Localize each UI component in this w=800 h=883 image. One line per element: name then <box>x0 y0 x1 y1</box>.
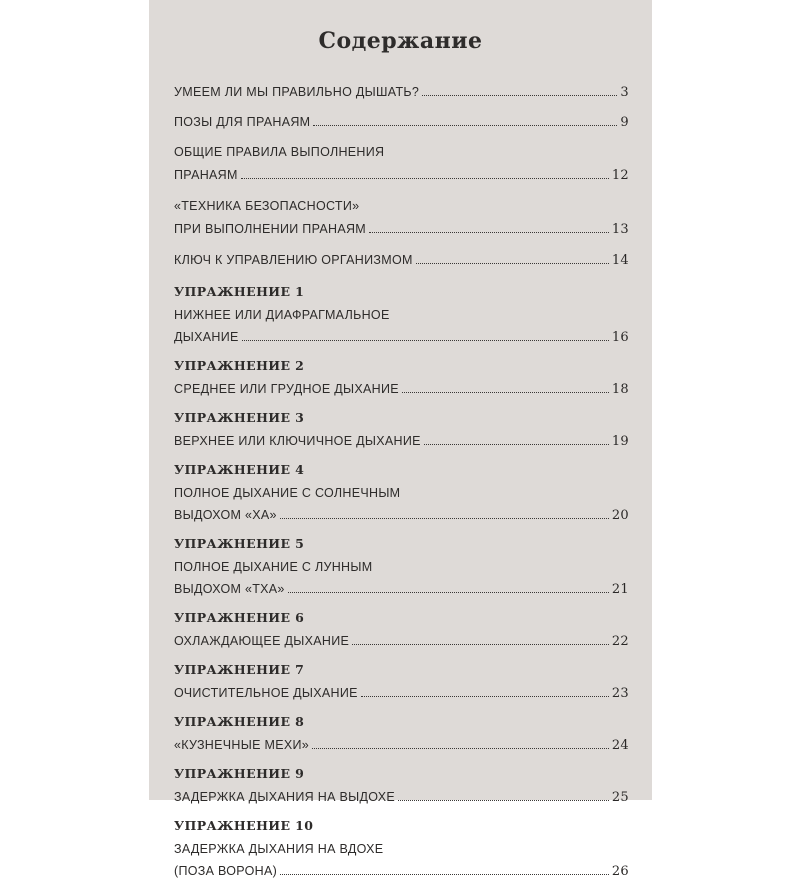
toc-entry-text: ВЫДОХОМ «ТХА» <box>174 582 285 596</box>
dot-leader <box>241 169 609 179</box>
toc-entry-text: ДЫХАНИЕ <box>174 330 239 344</box>
page-number: 3 <box>620 85 629 100</box>
toc-entry-line <box>174 248 629 272</box>
toc-entry-text: (ПОЗА ВОРОНА) <box>174 864 278 878</box>
dot-leader <box>361 687 609 697</box>
page-number: 25 <box>611 790 629 805</box>
dot-leader <box>422 86 617 96</box>
page-number: 19 <box>611 434 629 449</box>
page-title: Содержание <box>318 28 483 54</box>
exercise-heading: УПРАЖНЕНИЕ 6 <box>174 610 305 625</box>
toc-entry <box>174 140 629 186</box>
toc-entry-text: КЛЮЧ К УПРАВЛЕНИЮ ОРГАНИЗМОМ <box>174 253 413 267</box>
toc-entry <box>174 80 629 104</box>
page-number: 9 <box>620 115 629 130</box>
toc-entry <box>174 354 629 400</box>
dot-leader <box>352 635 609 645</box>
toc-entry-text: НИЖНЕЕ ИЛИ ДИАФРАГМАЛЬНОЕ <box>174 308 390 322</box>
toc-entry-line <box>174 860 629 882</box>
toc-entry <box>174 658 629 704</box>
toc-entry-line <box>174 218 629 240</box>
toc-entry-text: ВЕРХНЕЕ ИЛИ КЛЮЧИЧНОЕ ДЫХАНИЕ <box>174 434 421 448</box>
entry-spacer <box>174 240 629 248</box>
toc-entry-line <box>174 682 629 704</box>
toc-entry-text: ПОЛНОЕ ДЫХАНИЕ С ЛУННЫМ <box>174 560 373 574</box>
page-number: 20 <box>611 508 629 523</box>
table-of-contents <box>174 80 629 882</box>
toc-entry <box>174 194 629 240</box>
toc-entry-text: ЗАДЕРЖКА ДЫХАНИЯ НА ВЫДОХЕ <box>174 790 395 804</box>
toc-entry-text: ПОЗЫ ДЛЯ ПРАНАЯМ <box>174 115 311 129</box>
toc-entry-line <box>174 110 629 134</box>
exercise-heading: УПРАЖНЕНИЕ 2 <box>174 358 305 373</box>
exercise-heading: УПРАЖНЕНИЕ 1 <box>174 284 305 299</box>
toc-entry-text: ПОЛНОЕ ДЫХАНИЕ С СОЛНЕЧНЫМ <box>174 486 401 500</box>
toc-entry <box>174 458 629 526</box>
dot-leader <box>242 331 609 341</box>
dot-leader <box>313 116 617 126</box>
dot-leader <box>369 223 609 233</box>
exercise-heading: УПРАЖНЕНИЕ 3 <box>174 410 305 425</box>
entry-spacer <box>174 186 629 194</box>
exercise-heading: УПРАЖНЕНИЕ 8 <box>174 714 305 729</box>
toc-entry-text: «ТЕХНИКА БЕЗОПАСНОСТИ» <box>174 199 360 213</box>
dot-leader <box>280 865 609 875</box>
toc-entry <box>174 110 629 134</box>
toc-entry <box>174 280 629 348</box>
exercise-heading: УПРАЖНЕНИЕ 4 <box>174 462 305 477</box>
toc-entry <box>174 710 629 756</box>
page-number: 14 <box>611 253 629 268</box>
dot-leader <box>416 254 609 264</box>
toc-entry <box>174 248 629 272</box>
toc-entry <box>174 532 629 600</box>
toc-entry-line <box>174 326 629 348</box>
toc-entry-text: СРЕДНЕЕ ИЛИ ГРУДНОЕ ДЫХАНИЕ <box>174 382 399 396</box>
exercise-heading: УПРАЖНЕНИЕ 10 <box>174 818 314 833</box>
toc-entry-line <box>174 80 629 104</box>
toc-entry <box>174 762 629 808</box>
page-number: 12 <box>611 168 629 183</box>
dot-leader <box>402 383 609 393</box>
page-number: 13 <box>611 222 629 237</box>
toc-entry-text: «КУЗНЕЧНЫЕ МЕХИ» <box>174 738 310 752</box>
toc-entry-text: УМЕЕМ ЛИ МЫ ПРАВИЛЬНО ДЫШАТЬ? <box>174 85 420 99</box>
page-number: 24 <box>611 738 629 753</box>
toc-entry-line <box>174 378 629 400</box>
dot-leader <box>424 435 609 445</box>
toc-entry-line <box>174 504 629 526</box>
toc-entry-line <box>174 164 629 186</box>
dot-leader <box>288 583 609 593</box>
exercise-heading: УПРАЖНЕНИЕ 9 <box>174 766 305 781</box>
toc-entry-text: ПРАНАЯМ <box>174 168 238 182</box>
page-number: 21 <box>611 582 629 597</box>
toc-entry-text: ОХЛАЖДАЮЩЕЕ ДЫХАНИЕ <box>174 634 350 648</box>
dot-leader <box>312 739 609 749</box>
toc-entry-text: ЗАДЕРЖКА ДЫХАНИЯ НА ВДОХЕ <box>174 842 384 856</box>
page-number: 18 <box>611 382 629 397</box>
toc-entry-line <box>174 578 629 600</box>
toc-entry-line <box>174 630 629 652</box>
exercise-heading: УПРАЖНЕНИЕ 5 <box>174 536 305 551</box>
toc-entry <box>174 814 629 882</box>
page-number: 26 <box>611 864 629 879</box>
entry-spacer <box>174 272 629 280</box>
toc-entry <box>174 606 629 652</box>
toc-entry-line <box>174 734 629 756</box>
toc-entry-line <box>174 430 629 452</box>
exercise-heading: УПРАЖНЕНИЕ 7 <box>174 662 305 677</box>
toc-entry-line <box>174 786 629 808</box>
toc-entry-text: ОЧИСТИТЕЛЬНОЕ ДЫХАНИЕ <box>174 686 358 700</box>
toc-entry <box>174 406 629 452</box>
page-number: 23 <box>611 686 629 701</box>
toc-entry-text: ОБЩИЕ ПРАВИЛА ВЫПОЛНЕНИЯ <box>174 145 385 159</box>
toc-entry-text: ПРИ ВЫПОЛНЕНИИ ПРАНАЯМ <box>174 222 367 236</box>
toc-entry-text: ВЫДОХОМ «ХА» <box>174 508 277 522</box>
dot-leader <box>280 509 609 519</box>
page-number: 22 <box>611 634 629 649</box>
page-number: 16 <box>611 330 629 345</box>
